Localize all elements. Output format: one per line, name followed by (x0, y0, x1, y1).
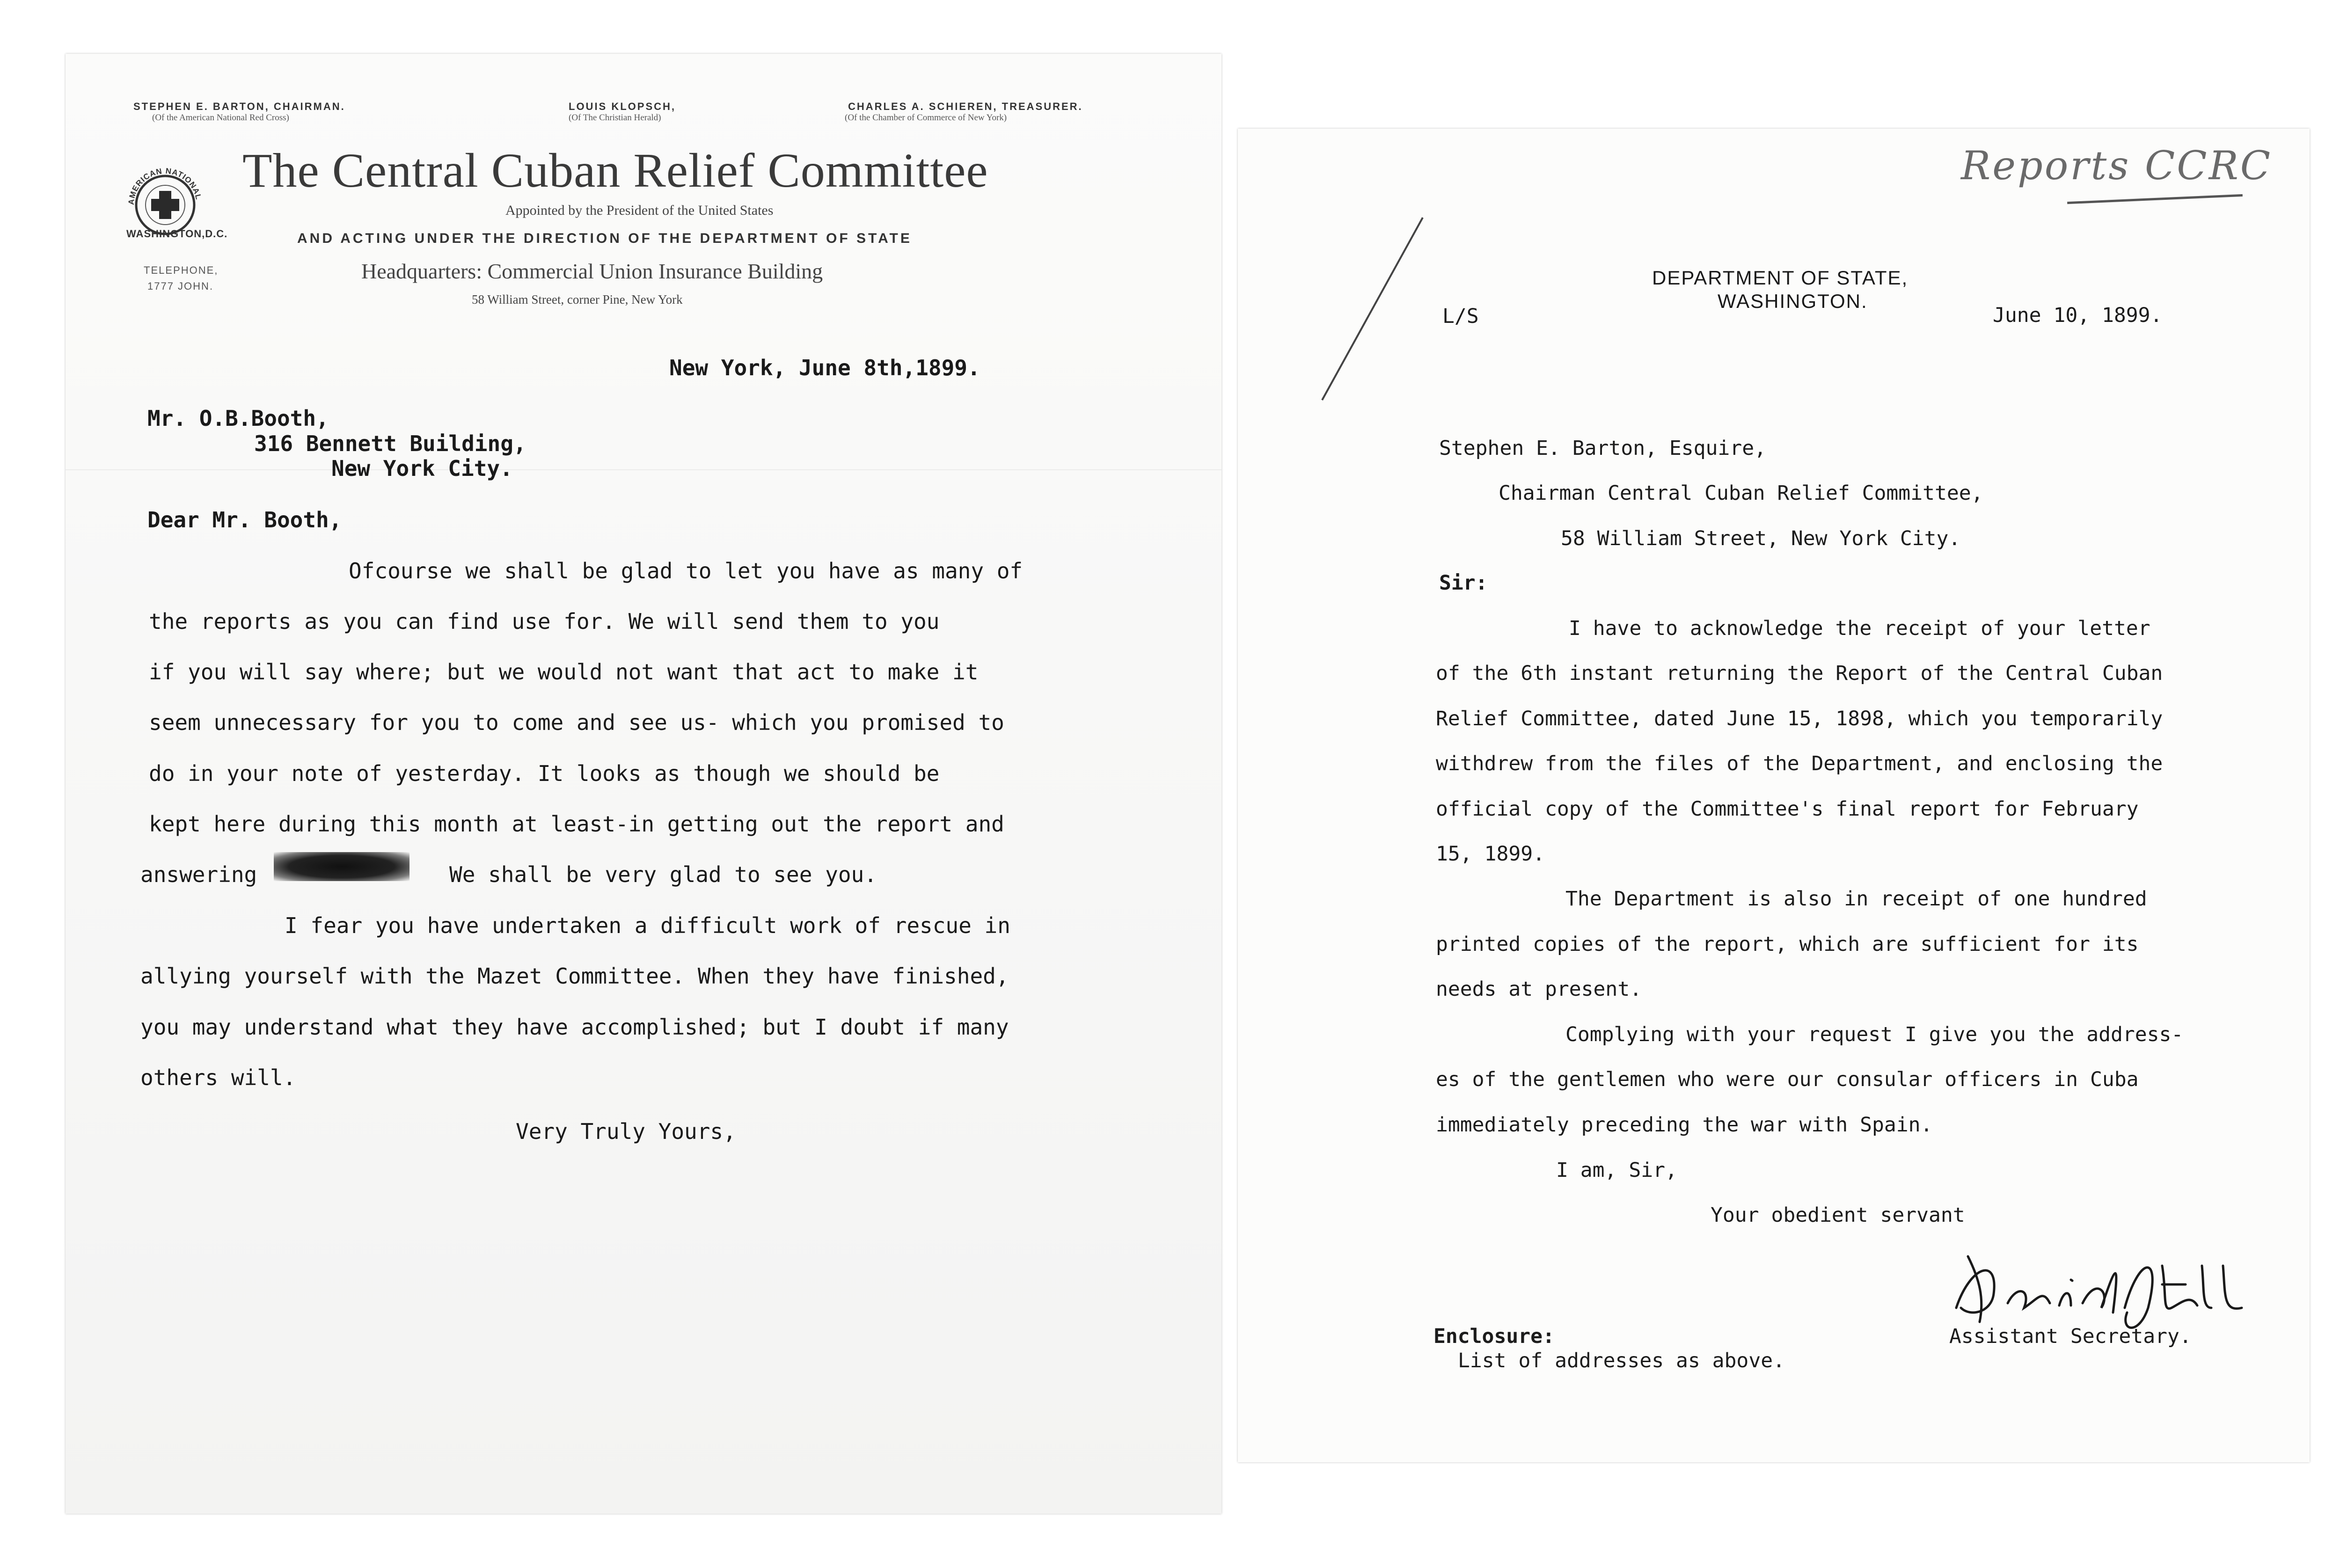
left-body-line: allying yourself with the Mazet Committee. When they have finished, (140, 963, 1009, 989)
right-body-line: immediately preceding the war with Spain. (1436, 1113, 1933, 1137)
signer-title: Assistant Secretary. (1949, 1325, 2192, 1348)
left-body-line: the reports as you can find use for. We will send them to you (149, 609, 940, 634)
right-body-line: Relief Committee, dated June 15, 1898, which you temporarily (1436, 707, 2163, 730)
left-body-line: kept here during this month at least-in getting out the report and (149, 811, 1004, 837)
left-recipient-line: New York City. (331, 456, 513, 481)
right-body-line: needs at present. (1436, 977, 1642, 1001)
left-letter-date: New York, June 8th,1899. (669, 355, 980, 380)
enclosure-text: List of addresses as above. (1458, 1349, 1785, 1372)
left-body-line: you may understand what they have accomplished; but I doubt if many (140, 1014, 1009, 1040)
right-recipient-line: 58 William Street, New York City. (1561, 527, 1961, 550)
right-salutation: Sir: (1439, 571, 1488, 595)
officer-chairman: STEPHEN E. BARTON, CHAIRMAN. (133, 101, 345, 112)
officer-treasurer-affiliation: (Of the Chamber of Commerce of New York) (845, 113, 1007, 123)
svg-text:David J. Hill: David J. Hill (1942, 1348, 1948, 1349)
left-body-line: do in your note of yesterday. It looks as though we should be (149, 761, 940, 786)
left-body-line: others will. (140, 1065, 296, 1090)
pen-stroke-mark (1313, 213, 1434, 409)
left-body-line: seem unnecessary for you to come and see us- which you promised to (149, 710, 1004, 735)
enclosure-label: Enclosure: (1433, 1325, 1555, 1348)
letterhead-acting: AND ACTING UNDER THE DIRECTION OF THE DEPARTMENT OF STATE (297, 231, 912, 246)
reference-code: L/S (1442, 305, 1479, 328)
left-body-line: answering (140, 862, 257, 887)
right-letter-date: June 10, 1899. (1993, 304, 2163, 327)
left-closing: Very Truly Yours, (516, 1119, 736, 1144)
left-body-line: We shall be very glad to see you. (449, 862, 877, 887)
svg-text:AMERICAN NATIONAL RED CROSS: AMERICAN NATIONAL (126, 166, 203, 205)
right-body-line: of the 6th instant returning the Report of the Central Cuban (1436, 662, 2163, 685)
right-recipient-line: Chairman Central Cuban Relief Committee, (1499, 481, 1983, 505)
right-recipient-line: Stephen E. Barton, Esquire, (1439, 437, 1766, 460)
left-body-line: Ofcourse we shall be glad to let you have as many of (349, 558, 1023, 583)
telephone-number: 1777 JOHN. (147, 280, 214, 292)
letterhead-address: 58 William Street, corner Pine, New York (472, 292, 683, 306)
letterhead-title: The Central Cuban Relief Committee (242, 144, 988, 197)
handwritten-note: Reports CCRC (1961, 143, 2273, 189)
officer-treasurer: CHARLES A. SCHIEREN, TREASURER. (848, 101, 1083, 112)
left-salutation: Dear Mr. Booth, (147, 507, 342, 532)
left-recipient-line: 316 Bennett Building, (254, 431, 526, 456)
handwritten-underline (2067, 194, 2243, 204)
redaction-blot (274, 852, 410, 881)
left-letter-page (66, 54, 1221, 1514)
left-body-line: if you will say where; but we would not want that act to make it (149, 659, 979, 685)
officer-klopsch: LOUIS KLOPSCH, (569, 101, 676, 112)
right-body-line: es of the gentlemen who were our consular officers in Cuba (1436, 1068, 2139, 1091)
right-closing-1: I am, Sir, (1556, 1159, 1677, 1182)
dept-of-state-line2: WASHINGTON. (1718, 290, 1868, 312)
right-body-line: official copy of the Committee's final report for February (1436, 797, 2139, 821)
letterhead-headquarters: Headquarters: Commercial Union Insurance Building (361, 259, 823, 283)
officer-klopsch-affiliation: (Of The Christian Herald) (569, 113, 661, 123)
right-body-line: printed copies of the report, which are sufficient for its (1436, 933, 2139, 956)
telephone-label: TELEPHONE, (144, 264, 219, 276)
left-recipient-line: Mr. O.B.Booth, (147, 406, 329, 431)
dept-of-state-line1: DEPARTMENT OF STATE, (1652, 267, 1909, 289)
right-body-line: I have to acknowledge the receipt of your letter (1569, 617, 2150, 640)
right-body-line: 15, 1899. (1436, 842, 1545, 866)
right-closing-2: Your obedient servant (1711, 1203, 1965, 1227)
right-body-line: Complying with your request I give you the address- (1565, 1023, 2184, 1046)
officer-chairman-affiliation: (Of the American National Red Cross) (152, 113, 289, 123)
seal-location: WASHINGTON,D.C. (126, 228, 228, 240)
right-letter-page (1238, 129, 2310, 1462)
fold-line (66, 469, 1221, 470)
letterhead-appointed: Appointed by the President of the United States (505, 203, 774, 218)
right-body-line: The Department is also in receipt of one hundred (1565, 887, 2147, 911)
left-body-line: I fear you have undertaken a difficult work of rescue in (285, 913, 1010, 938)
right-body-line: withdrew from the files of the Department, and enclosing the (1436, 752, 2163, 775)
